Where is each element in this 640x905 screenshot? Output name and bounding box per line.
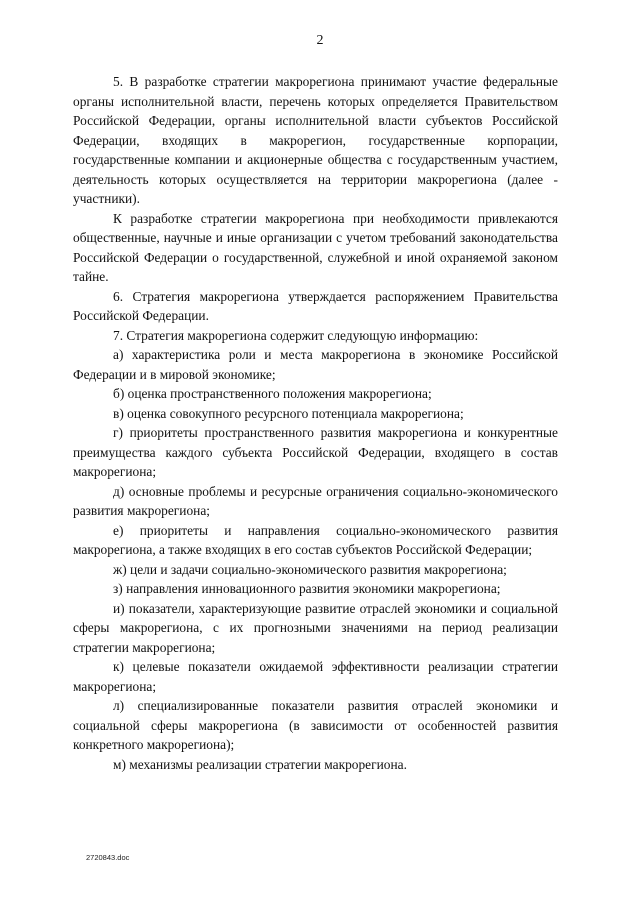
- list-item-i: и) показатели, характеризующие развитие отраслей экономики и социальной сферы макрорегиона, с их прогнозными значениями на период реализации стратегии макрорегиона;: [73, 600, 558, 655]
- list-item-zh: ж) цели и задачи социально-экономического развития макрорегиона;: [113, 561, 507, 577]
- page-number: 2: [316, 33, 324, 48]
- paragraph-5: 5. В разработке стратегии макрорегиона принимают участие федеральные органы исполнительной власти, перечень которых определяется Правительством Российской Федерации, органы исполнительной власти субъектов Российской Федерации, входящих в макрорегион, государственные корпорации, государственные компании и акционерные общества с государственным участием, деятельность которых осуществляется на территории макрорегиона (далее - участники).: [73, 74, 558, 206]
- list-item-a: а) характеристика роли и места макрорегиона в экономике Российской Федерации и в мировой экономике;: [73, 347, 558, 382]
- list-item-b: б) оценка пространственного положения макрорегиона;: [113, 386, 432, 401]
- list-item-l: л) специализированные показатели развития отраслей экономики и социальной сферы макрорегиона (в зависимости от особенностей развития конкретного макрорегиона);: [73, 698, 558, 752]
- paragraph-5-continued: К разработке стратегии макрорегиона при необходимости привлекаются общественные, научные и иные организации с учетом требований законодательства Российской Федерации о государственной, служебной и иной охраняемой законом тайне.: [73, 210, 558, 284]
- list-item-d: д) основные проблемы и ресурсные ограничения социально-экономического развития макрорегиона;: [73, 483, 558, 518]
- list-item-e: е) приоритеты и направления социально-экономического развития макрорегиона, а также входящих в его состав субъектов Российской Федерации;: [73, 522, 558, 557]
- list-item-k: к) целевые показатели ожидаемой эффективности реализации стратегии макрорегиона;: [73, 659, 558, 694]
- list-item-z: з) направления инновационного развития экономики макрорегиона;: [113, 581, 501, 596]
- paragraph-6: 6. Стратегия макрорегиона утверждается распоряжением Правительства Российской Федерации.: [73, 288, 558, 323]
- list-item-g: г) приоритеты пространственного развития макрорегиона и конкурентные преимущества каждого субъекта Российской Федерации, входящего в состав макрорегиона;: [73, 425, 558, 479]
- footer-file-code: 2720843.doc: [86, 853, 130, 862]
- document-body: [73, 72, 558, 774]
- paragraph-7: 7. Стратегия макрорегиона содержит следующую информацию:: [113, 327, 479, 343]
- list-item-m: м) механизмы реализации стратегии макрорегиона.: [113, 756, 407, 772]
- list-item-v: в) оценка совокупного ресурсного потенциала макрорегиона;: [113, 405, 464, 421]
